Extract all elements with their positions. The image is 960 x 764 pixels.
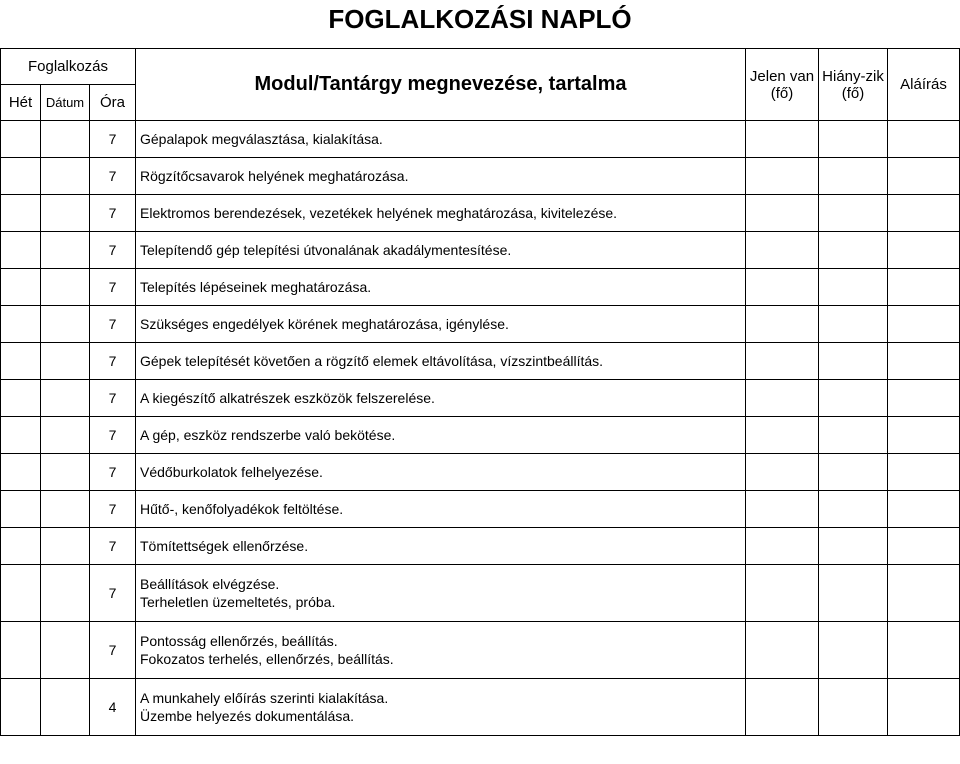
content-line-1: A kiegészítő alkatrészek eszközök felszerelése. [140,390,435,406]
alairas-cell[interactable] [888,306,960,343]
het-cell[interactable] [1,158,41,195]
datum-cell[interactable] [41,306,90,343]
content-cell [136,158,746,195]
hianyzik-cell[interactable] [819,121,888,158]
jelen-van-cell[interactable] [746,528,819,565]
ora-cell: 7 [90,343,136,380]
het-cell[interactable] [1,565,41,622]
content-line-1: Szükséges engedélyek körének meghatározása, igénylése. [140,316,509,332]
alairas-cell[interactable] [888,121,960,158]
het-cell[interactable] [1,269,41,306]
alairas-cell[interactable] [888,343,960,380]
alairas-cell[interactable] [888,528,960,565]
datum-cell[interactable] [41,195,90,232]
ora-cell: 7 [90,565,136,622]
het-cell[interactable] [1,121,41,158]
hianyzik-cell[interactable] [819,622,888,679]
hianyzik-cell[interactable] [819,269,888,306]
alairas-cell[interactable] [888,232,960,269]
alairas-cell[interactable] [888,622,960,679]
alairas-cell[interactable] [888,491,960,528]
content-line-1: Gépalapok megválasztása, kialakítása. [140,131,383,147]
table-row [1,380,960,417]
ora-cell: 4 [90,679,136,736]
table-row [1,417,960,454]
table-row [1,454,960,491]
datum-cell[interactable] [41,121,90,158]
jelen-van-cell[interactable] [746,195,819,232]
header-hianyzik-line2: (fő) [841,84,865,102]
datum-cell[interactable] [41,528,90,565]
alairas-cell[interactable] [888,158,960,195]
header-foglalkozas: Foglalkozás [1,49,136,85]
ora-cell: 7 [90,232,136,269]
hianyzik-cell[interactable] [819,528,888,565]
content-cell [136,121,746,158]
table-row [1,528,960,565]
table-row [1,622,960,679]
jelen-van-cell[interactable] [746,380,819,417]
header-hianyzik [819,49,888,121]
ora-cell: 7 [90,269,136,306]
content-cell [136,454,746,491]
jelen-van-cell[interactable] [746,565,819,622]
header-ora: Óra [90,85,136,121]
datum-cell[interactable] [41,454,90,491]
datum-cell[interactable] [41,491,90,528]
datum-cell[interactable] [41,417,90,454]
ora-cell: 7 [90,121,136,158]
header-hianyzik-line1: Hiány-zik [822,67,884,85]
alairas-cell[interactable] [888,454,960,491]
alairas-cell[interactable] [888,380,960,417]
header-jelen-van [746,49,819,121]
ora-cell: 7 [90,622,136,679]
content-cell [136,232,746,269]
table-row [1,121,960,158]
log-table [0,48,960,736]
het-cell[interactable] [1,380,41,417]
hianyzik-cell[interactable] [819,158,888,195]
content-line-1: Telepítendő gép telepítési útvonalának akadálymentesítése. [140,242,512,258]
ora-cell: 7 [90,528,136,565]
datum-cell[interactable] [41,232,90,269]
content-cell [136,195,746,232]
alairas-cell[interactable] [888,195,960,232]
het-cell[interactable] [1,195,41,232]
datum-cell[interactable] [41,622,90,679]
datum-cell[interactable] [41,380,90,417]
alairas-cell[interactable] [888,417,960,454]
content-line-1: Gépek telepítését követően a rögzítő elemek eltávolítása, vízszintbeállítás. [140,353,604,369]
table-row [1,491,960,528]
ora-cell: 7 [90,380,136,417]
table-row [1,679,960,736]
jelen-van-cell[interactable] [746,417,819,454]
hianyzik-cell[interactable] [819,417,888,454]
het-cell[interactable] [1,343,41,380]
header-jelen-van-line2: (fő) [770,84,794,102]
hianyzik-cell[interactable] [819,306,888,343]
ora-cell: 7 [90,195,136,232]
hianyzik-cell[interactable] [819,343,888,380]
hianyzik-cell[interactable] [819,565,888,622]
header-jelen-van-line1: Jelen van [749,67,815,85]
jelen-van-cell[interactable] [746,622,819,679]
het-cell[interactable] [1,306,41,343]
datum-cell[interactable] [41,343,90,380]
datum-cell[interactable] [41,679,90,736]
alairas-cell[interactable] [888,565,960,622]
content-line-2: Fokozatos terhelés, ellenőrzés, beállítás. [140,651,394,667]
het-cell[interactable] [1,491,41,528]
jelen-van-cell[interactable] [746,269,819,306]
content-cell [136,380,746,417]
content-cell [136,491,746,528]
hianyzik-cell[interactable] [819,491,888,528]
table-row [1,306,960,343]
table-row [1,195,960,232]
table-row [1,158,960,195]
het-cell[interactable] [1,622,41,679]
jelen-van-cell[interactable] [746,679,819,736]
page-title: FOGLALKOZÁSI NAPLÓ [328,4,632,34]
jelen-van-cell[interactable] [746,343,819,380]
hianyzik-cell[interactable] [819,454,888,491]
het-cell[interactable] [1,417,41,454]
table-row [1,565,960,622]
content-cell [136,343,746,380]
table-body [1,121,960,736]
content-cell [136,269,746,306]
header-datum: Dátum [41,85,90,121]
content-cell [136,565,746,622]
content-line-2: Terheletlen üzemeltetés, próba. [140,594,336,610]
datum-cell[interactable] [41,565,90,622]
datum-cell[interactable] [41,269,90,306]
header-alairas: Aláírás [888,49,960,121]
jelen-van-cell[interactable] [746,491,819,528]
content-line-1: Elektromos berendezések, vezetékek helyének meghatározása, kivitelezése. [140,205,618,221]
het-cell[interactable] [1,679,41,736]
ora-cell: 7 [90,306,136,343]
content-line-1: Beállítások elvégzése. [140,576,280,592]
content-line-1: Tömítettségek ellenőrzése. [140,538,309,554]
jelen-van-cell[interactable] [746,232,819,269]
content-line-1: Telepítés lépéseinek meghatározása. [140,279,372,295]
het-cell[interactable] [1,528,41,565]
content-cell [136,528,746,565]
content-line-1: Rögzítőcsavarok helyének meghatározása. [140,168,409,184]
table-row [1,343,960,380]
alairas-cell[interactable] [888,269,960,306]
content-line-1: A munkahely előírás szerinti kialakítása. [140,690,389,706]
header-het: Hét [1,85,41,121]
het-cell[interactable] [1,454,41,491]
jelen-van-cell[interactable] [746,158,819,195]
hianyzik-cell[interactable] [819,195,888,232]
jelen-van-cell[interactable] [746,306,819,343]
ora-cell: 7 [90,158,136,195]
ora-cell: 7 [90,491,136,528]
table-row [1,232,960,269]
content-cell [136,417,746,454]
content-cell [136,306,746,343]
header-modul: Modul/Tantárgy megnevezése, tartalma [136,49,746,121]
content-line-1: Hűtő-, kenőfolyadékok feltöltése. [140,501,344,517]
content-cell [136,679,746,736]
content-line-1: Védőburkolatok felhelyezése. [140,464,323,480]
jelen-van-cell[interactable] [746,454,819,491]
ora-cell: 7 [90,417,136,454]
alairas-cell[interactable] [888,679,960,736]
content-line-2: Üzembe helyezés dokumentálása. [140,708,355,724]
het-cell[interactable] [1,232,41,269]
jelen-van-cell[interactable] [746,121,819,158]
hianyzik-cell[interactable] [819,679,888,736]
content-line-1: Pontosság ellenőrzés, beállítás. [140,633,338,649]
hianyzik-cell[interactable] [819,232,888,269]
content-line-1: A gép, eszköz rendszerbe való bekötése. [140,427,396,443]
hianyzik-cell[interactable] [819,380,888,417]
datum-cell[interactable] [41,158,90,195]
content-cell [136,622,746,679]
table-row [1,269,960,306]
ora-cell: 7 [90,454,136,491]
